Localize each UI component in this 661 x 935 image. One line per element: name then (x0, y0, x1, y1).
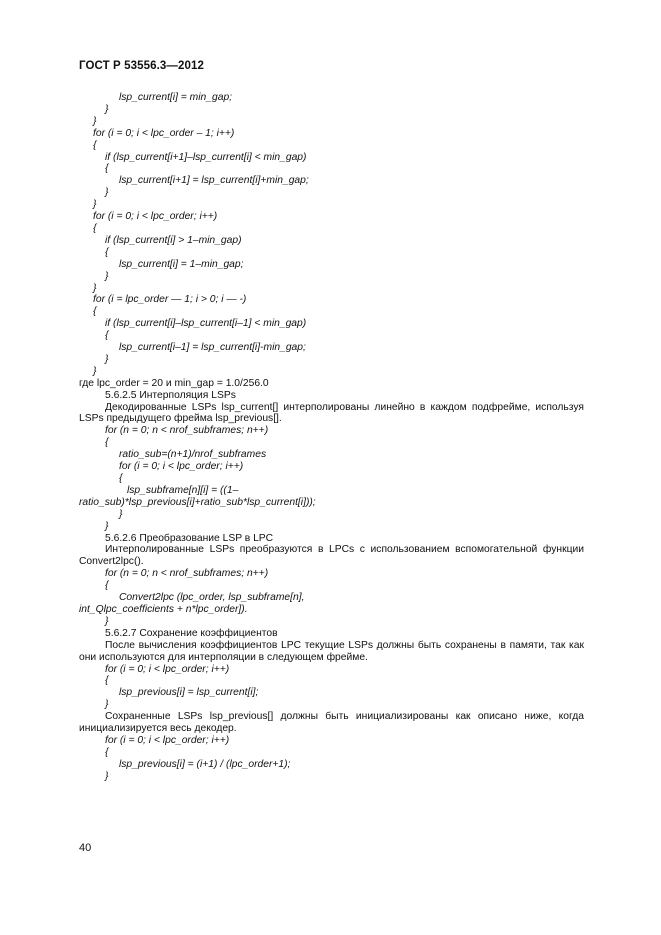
text-line: for (n = 0; n < nrof_subframes; n++) (105, 568, 269, 580)
text-line: if (lsp_current[i]–lsp_current[i–1] < min_gap) (105, 318, 307, 330)
text-line: } (93, 365, 97, 377)
text-line: for (i = 0; i < lpc_order; i++) (119, 461, 244, 473)
text-line: } (93, 199, 97, 211)
text-line: } (105, 520, 109, 532)
page-number: 40 (79, 842, 92, 854)
text-line: } (93, 115, 97, 127)
text-line: lsp_previous[i] = (i+1) / (lpc_order+1); (119, 758, 291, 770)
text-line: for (i = 0; i < lpc_order; i++) (93, 211, 218, 223)
text-line: for (i = 0; i < lpc_order; i++) (105, 663, 230, 675)
text-line: { (119, 473, 123, 484)
text-line: Convert2lpc (lpc_order, lsp_subframe[n], (119, 592, 305, 604)
text-line: } (105, 103, 109, 115)
text-line: } (105, 270, 109, 282)
text-line: ratio_sub)*lsp_previous[i]+ratio_sub*lsp_current[i])); (79, 496, 316, 508)
text-line: lsp_current[i] = 1–min_gap; (119, 258, 244, 270)
text-line: } (119, 508, 123, 520)
text-line: { (105, 675, 109, 687)
text-line: for (i = lpc_order — 1; i > 0; i — -) (93, 294, 247, 306)
text-line: 5.6.2.6 Преобразование LSP в LPC (105, 532, 274, 544)
text-line: } (105, 353, 109, 365)
text-line: } (93, 282, 97, 294)
text-line: { (105, 580, 109, 592)
text-line: 5.6.2.7 Сохранение коэффициентов (105, 627, 278, 639)
text-line: { (105, 437, 109, 449)
text-line: Декодированные LSPs lsp_current[] интерполированы линейно в каждом подфрейме, используя LSPs предыдущего фрейма lsp_previous[]. (79, 401, 584, 425)
text-line: for (i = 0; i < lpc_order – 1; i++) (93, 127, 235, 139)
text-line: { (105, 330, 109, 342)
text-line: lsp_current[i–1] = lsp_current[i]-min_gap; (119, 342, 306, 354)
text-line: for (i = 0; i < lpc_order; i++) (105, 734, 230, 746)
text-line: lsp_subframe[n][i] = ((1– (127, 484, 239, 496)
text-line: lsp_current[i] = min_gap; (119, 92, 233, 103)
text-line: } (105, 615, 109, 627)
text-line: Интерполированные LSPs преобразуются в LPCs с использованием вспомогательной функции Convert2lpc(). (79, 544, 584, 568)
text-line: { (93, 222, 97, 234)
text-line: int_Qlpc_coefficients + n*lpc_order]). (79, 603, 248, 615)
text-line: { (93, 306, 97, 318)
text-line: } (105, 187, 109, 199)
text-line: lsp_current[i+1] = lsp_current[i]+min_gap; (119, 175, 309, 187)
text-line: lsp_previous[i] = lsp_current[i]; (119, 687, 259, 699)
text-line: { (105, 746, 109, 758)
text-line: ratio_sub=(n+1)/nrof_subframes (119, 449, 267, 461)
text-line: 5.6.2.5 Интерполяция LSPs (105, 389, 236, 401)
document-body (79, 92, 584, 783)
text-line: Сохраненные LSPs lsp_previous[] должны быть инициализированы как описано ниже, когда инициализируется весь декодер. (79, 711, 584, 735)
text-line: где lpc_order = 20 и min_gap = 1.0/256.0 (79, 377, 269, 389)
text-line: { (93, 139, 97, 151)
text-line: } (105, 770, 109, 782)
text-line: } (105, 699, 109, 711)
document-header: ГОСТ Р 53556.3—2012 (79, 60, 204, 72)
text-line: После вычисления коэффициентов LPC текущие LSPs должны быть сохранены в памяти, так как они используются для интерполяции в следующем фрейме. (79, 639, 584, 663)
text-line: if (lsp_current[i] > 1–min_gap) (105, 234, 242, 246)
text-line: { (105, 163, 109, 175)
text-line: { (105, 246, 109, 258)
text-line: if (lsp_current[i+1]–lsp_current[i] < min_gap) (105, 151, 307, 163)
text-line: for (n = 0; n < nrof_subframes; n++) (105, 425, 269, 437)
